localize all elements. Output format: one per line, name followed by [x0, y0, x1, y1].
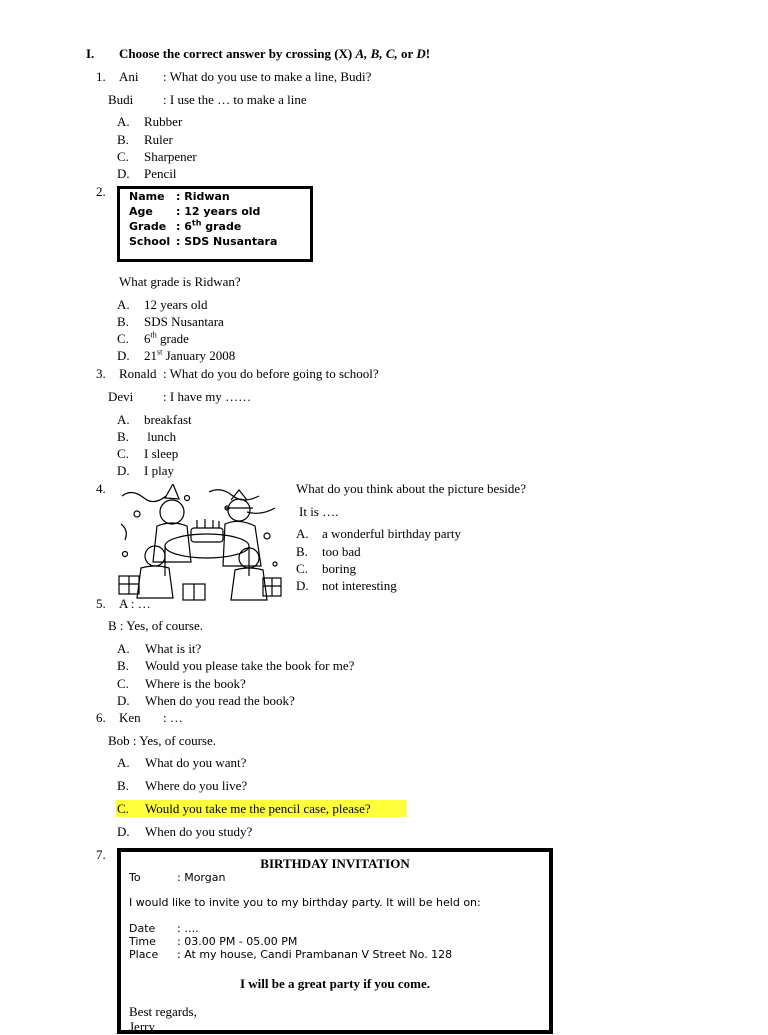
q5-option-d-key[interactable]: D.: [117, 693, 130, 708]
q4-question: What do you think about the picture beside?: [296, 481, 526, 496]
q2-option-d-sup: st: [157, 347, 163, 357]
q1-option-d[interactable]: Pencil: [144, 166, 177, 181]
invitation-time-label: Time: [129, 935, 156, 948]
q1-speaker-1: Ani: [119, 69, 139, 84]
q5-option-d[interactable]: When do you read the book?: [145, 693, 295, 708]
card-school-value: : SDS Nusantara: [176, 235, 278, 248]
q5-line-2: B : Yes, of course.: [108, 618, 203, 633]
invitation-to-value: : Morgan: [177, 871, 226, 884]
q2-option-d-key[interactable]: D.: [117, 348, 130, 363]
q6-option-b-key[interactable]: B.: [117, 778, 129, 793]
invitation-title: BIRTHDAY INVITATION: [260, 856, 410, 871]
card-name-value: : Ridwan: [176, 190, 230, 203]
invitation-place-value: : At my house, Candi Prambanan V Street No. 128: [177, 948, 453, 961]
card-grade-sup: th: [191, 218, 202, 228]
q2-option-c-num: 6: [144, 331, 151, 346]
q2-option-c-rest: grade: [156, 331, 189, 346]
profile-card: [117, 186, 313, 262]
q4-option-d[interactable]: not interesting: [322, 578, 397, 593]
q1-line-1: : What do you use to make a line, Budi?: [163, 69, 372, 84]
instruction-bang: !: [425, 46, 431, 61]
q2-option-c-key[interactable]: C.: [117, 331, 129, 346]
q2-question: What grade is Ridwan?: [119, 274, 241, 289]
q6-option-a[interactable]: What do you want?: [145, 755, 247, 770]
q3-option-d-key[interactable]: D.: [117, 463, 130, 478]
q5-option-a-key[interactable]: A.: [117, 641, 130, 656]
instruction-text: Choose the correct answer by crossing (X): [119, 46, 356, 61]
q2-option-a-key[interactable]: A.: [117, 297, 130, 312]
invitation-card: [117, 848, 553, 1034]
q5-option-a[interactable]: What is it?: [145, 641, 202, 656]
section-instruction: [119, 46, 430, 62]
q6-speaker-1: Ken: [119, 710, 141, 725]
invitation-time-value: : 03.00 PM - 05.00 PM: [177, 935, 298, 948]
q1-option-b[interactable]: Ruler: [144, 132, 173, 147]
q1-number: 1.: [96, 69, 106, 84]
instruction-letters: A, B, C,: [355, 46, 398, 61]
q4-option-c-key[interactable]: C.: [296, 561, 308, 576]
q2-option-c[interactable]: [144, 331, 189, 347]
q1-speaker-2: Budi: [108, 92, 134, 107]
q1-line-2: : I use the … to make a line: [163, 92, 307, 107]
q6-line-1: : …: [163, 710, 183, 725]
q3-number: 3.: [96, 366, 106, 381]
invitation-date-label: Date: [129, 922, 156, 935]
q4-option-b-key[interactable]: B.: [296, 544, 308, 559]
invitation-closing: I will be a great party if you come.: [239, 976, 431, 991]
invitation-place-label: Place: [129, 948, 159, 961]
q2-option-b[interactable]: SDS Nusantara: [144, 314, 224, 329]
invitation-regards: Best regards,: [129, 1004, 197, 1019]
q3-option-d[interactable]: I play: [144, 463, 174, 478]
q4-lead: It is ….: [299, 504, 339, 519]
q2-option-a[interactable]: 12 years old: [144, 297, 208, 312]
q2-option-d-num: 21: [144, 348, 157, 363]
q6-option-d[interactable]: When do you study?: [145, 824, 253, 839]
q5-option-c[interactable]: Where is the book?: [145, 676, 246, 691]
q6-number: 6.: [96, 710, 106, 725]
q1-option-c[interactable]: Sharpener: [144, 149, 197, 164]
q4-number: 4.: [96, 481, 106, 496]
q2-option-b-key[interactable]: B.: [117, 314, 129, 329]
invitation-signature: Jerry: [129, 1019, 155, 1034]
q3-option-c[interactable]: I sleep: [144, 446, 179, 461]
q4-option-a[interactable]: a wonderful birthday party: [322, 526, 461, 541]
card-age-value: : 12 years old: [176, 205, 261, 218]
invitation-date-value: : ….: [177, 922, 199, 935]
birthday-party-illustration: [117, 484, 283, 604]
q6-option-a-key[interactable]: A.: [117, 755, 130, 770]
card-grade-num: : 6: [176, 220, 192, 233]
q3-option-a-key[interactable]: A.: [117, 412, 130, 427]
q3-option-c-key[interactable]: C.: [117, 446, 129, 461]
q6-option-c-key[interactable]: C.: [117, 801, 129, 816]
q2-option-d[interactable]: [144, 348, 235, 364]
q6-option-b[interactable]: Where do you live?: [145, 778, 248, 793]
card-school-label: School: [129, 235, 171, 248]
card-grade-rest: grade: [201, 220, 242, 233]
q3-speaker-1: Ronald: [119, 366, 157, 381]
card-age-label: Age: [129, 205, 153, 218]
q6-line-2: Bob : Yes, of course.: [108, 733, 216, 748]
q5-option-c-key[interactable]: C.: [117, 676, 129, 691]
q1-option-a[interactable]: Rubber: [144, 114, 183, 129]
q5-number: 5.: [96, 596, 106, 611]
instruction-last-letter: D: [416, 46, 426, 61]
instruction-or: or: [397, 46, 417, 61]
q7-number: 7.: [96, 847, 106, 862]
q1-option-a-key[interactable]: A.: [117, 114, 130, 129]
q3-option-b-key[interactable]: B.: [117, 429, 129, 444]
q4-option-c[interactable]: boring: [322, 561, 356, 576]
section-number: I.: [86, 46, 95, 61]
invitation-to-label: To: [129, 871, 141, 884]
invitation-body: I would like to invite you to my birthday party. It will be held on:: [129, 896, 481, 909]
q3-speaker-2: Devi: [108, 389, 134, 404]
q3-option-b[interactable]: lunch: [144, 429, 177, 444]
q4-option-a-key[interactable]: A.: [296, 526, 309, 541]
q6-option-c[interactable]: Would you take me the pencil case, please?: [145, 801, 371, 816]
q3-line-2: : I have my ……: [163, 389, 252, 404]
q1-option-d-key[interactable]: D.: [117, 166, 130, 181]
q3-option-a[interactable]: breakfast: [144, 412, 192, 427]
q2-option-c-sup: th: [150, 330, 157, 340]
q1-option-b-key[interactable]: B.: [117, 132, 129, 147]
q5-option-b[interactable]: Would you please take the book for me?: [145, 658, 355, 673]
q4-option-d-key[interactable]: D.: [296, 578, 309, 593]
q5-line-1: A : …: [119, 596, 151, 611]
q2-number: 2.: [96, 184, 106, 199]
q1-option-c-key[interactable]: C.: [117, 149, 129, 164]
card-grade-label: Grade: [129, 220, 167, 233]
q3-line-1: : What do you do before going to school?: [163, 366, 379, 381]
q5-option-b-key[interactable]: B.: [117, 658, 129, 673]
q2-option-d-rest: January 2008: [162, 348, 236, 363]
card-grade-value: [176, 220, 241, 234]
q4-option-b[interactable]: too bad: [322, 544, 361, 559]
card-name-label: Name: [129, 190, 165, 203]
q6-option-d-key[interactable]: D.: [117, 824, 130, 839]
